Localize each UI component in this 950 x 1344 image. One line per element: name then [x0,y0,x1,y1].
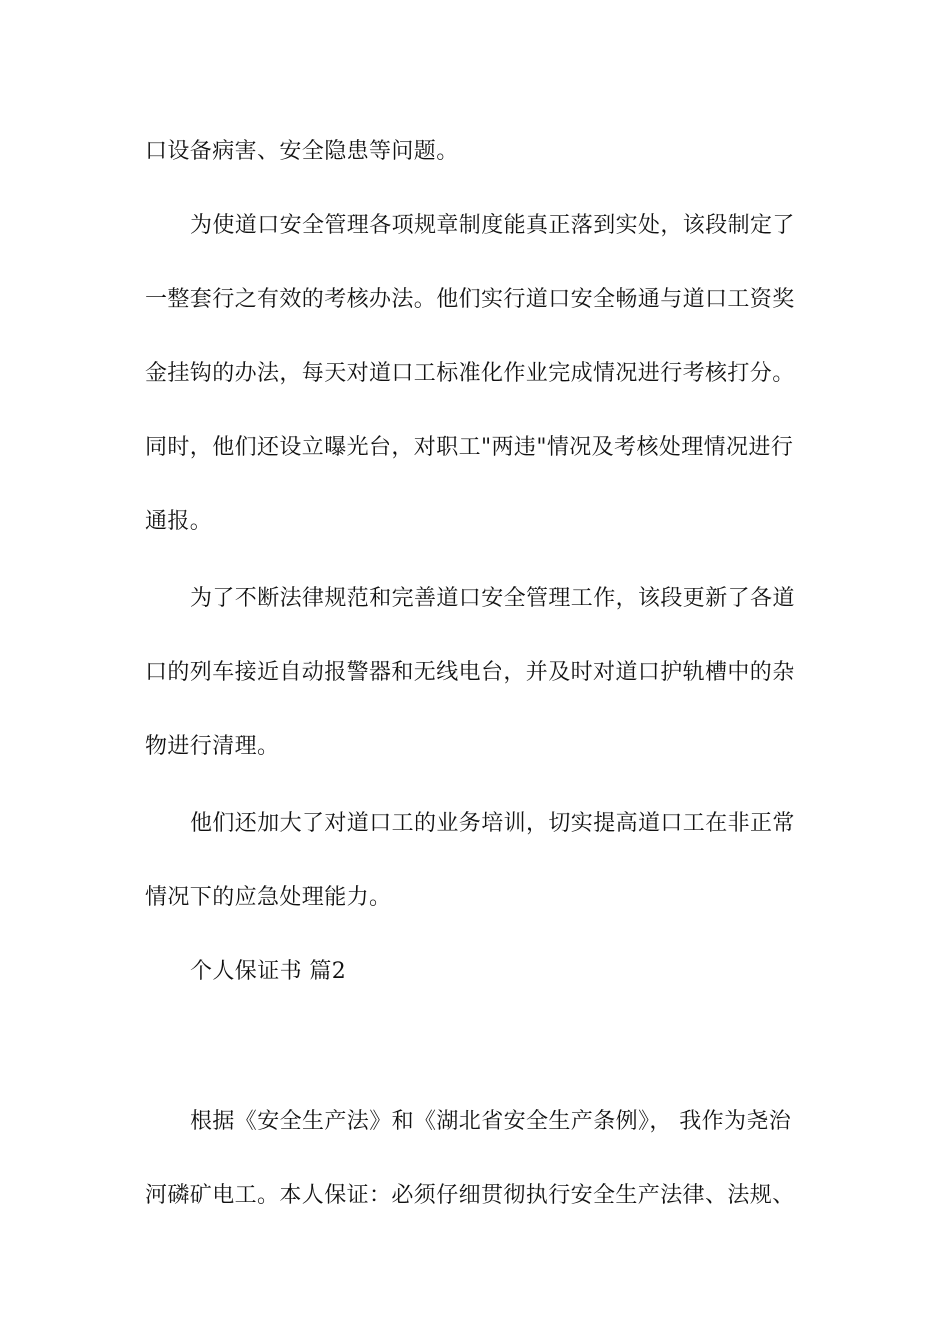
paragraph-line-11: 情况下的应急处理能力。 [145,885,392,910]
paragraph-line-7: 为了不断法律规范和完善道口安全管理工作，该段更新了各道 [190,586,795,611]
paragraph-line-6: 通报。 [145,509,213,534]
paragraph-line-12: 根据《安全生产法》和《湖北省安全生产条例》， 我作为尧治 [190,1109,792,1134]
paragraph-line-1: 口设备病害、安全隐患等问题。 [145,139,459,164]
paragraph-line-5: 同时，他们还设立曝光台，对职工"两违"情况及考核处理情况进行 [145,435,794,460]
paragraph-line-2: 为使道口安全管理各项规章制度能真正落到实处，该段制定了 [190,213,795,238]
paragraph-line-9: 物进行清理。 [145,734,280,759]
paragraph-line-8: 口的列车接近自动报警器和无线电台，并及时对道口护轨槽中的杂 [145,660,795,685]
paragraph-line-13: 河磷矿电工。本人保证：必须仔细贯彻执行安全生产法律、法规、 [145,1183,795,1208]
section-heading: 个人保证书 篇2 [190,959,347,984]
paragraph-line-4: 金挂钩的办法，每天对道口工标准化作业完成情况进行考核打分。 [145,361,795,386]
paragraph-line-10: 他们还加大了对道口工的业务培训，切实提高道口工在非正常 [190,811,795,836]
paragraph-line-3: 一整套行之有效的考核办法。他们实行道口安全畅通与道口工资奖 [145,287,795,312]
